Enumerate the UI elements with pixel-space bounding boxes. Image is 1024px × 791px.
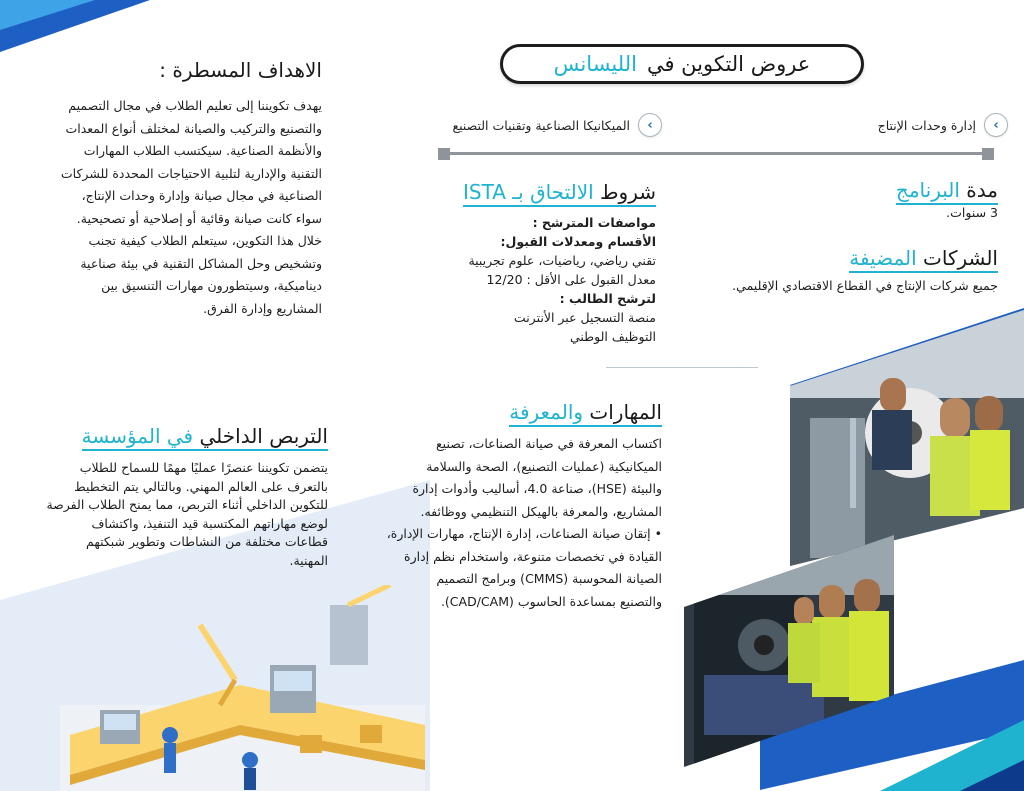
internship-heading — [82, 424, 328, 451]
objectives-line: والأنظمة الصناعية. سيكتسب الطلاب المهارات — [83, 143, 322, 158]
title-main: عروض التكوين في — [646, 52, 811, 76]
section-divider — [606, 367, 758, 368]
title-accent: الليسانس — [553, 52, 637, 76]
skills-section — [362, 400, 662, 613]
objectives-section — [10, 58, 322, 320]
skills-line: والبيئة (HSE)، صناعة 4.0، أساليب وأدوات إدارة — [412, 481, 662, 496]
objectives-line: خلال هذا التكوين، سيتعلم الطلاب كيفية تجنب — [88, 233, 322, 248]
skills-heading-accent: والمعرفة — [509, 400, 584, 424]
workshop-photo-machine — [684, 535, 894, 767]
program-item-production[interactable] — [878, 113, 1008, 137]
objectives-line: المشاريع وإدارة الفرق. — [203, 300, 322, 316]
sections-value: تقني رياضي، رياضيات، علوم تجريبية — [468, 253, 656, 268]
internship-line: قطاعات مختلفة من النشاطات وتطوير شبكتهم — [86, 534, 328, 549]
skills-line: والتصنيع بمساعدة الحاسوب (CAD/CAM). — [440, 593, 662, 609]
skills-line: المشاريع، والمعرفة بالهيكل التنظيمي ووظائفه. — [420, 503, 662, 519]
conditions-heading-accent: الالتحاق بـ ISTA — [462, 180, 594, 204]
internship-section — [10, 424, 328, 570]
objectives-line: يهدف تكويننا إلى تعليم الطلاب في مجال التصميم — [68, 98, 322, 113]
internship-line: للتكوين الداخلي أثناء التربص، مما يمنح الطلاب الفرصة — [46, 497, 328, 512]
internship-line: لوضع مهاراتهم المكتسبة قيد التنفيذ، واكتشاف — [91, 515, 328, 531]
internship-line: المهنية. — [289, 552, 328, 568]
apply-value-national: التوظيف الوطني — [569, 329, 656, 344]
program-label: إدارة وحدات الإنتاج — [877, 117, 976, 133]
objectives-heading: الاهداف المسطرة : — [159, 58, 322, 82]
companies-heading — [849, 246, 998, 273]
chevron-right-icon[interactable]: › — [984, 113, 1008, 137]
program-label: الميكانيكا الصناعية وتقنيات التصنيع — [452, 117, 630, 133]
skills-heading — [509, 400, 662, 427]
objectives-line: والتصنيع والتركيب والصيانة لمختلف أنواع المعدات — [65, 120, 322, 136]
conditions-heading-main: شروط — [600, 180, 656, 204]
skills-line: الصيانة المحوسبة (CMMS) وبرامج التصميم — [436, 571, 662, 586]
duration-heading-accent: البرنامج — [895, 178, 960, 202]
internship-heading-main: التربص الداخلي — [199, 424, 328, 448]
track-end-right — [982, 148, 994, 160]
program-track-line — [440, 152, 990, 155]
duration-heading — [896, 178, 998, 205]
profile-label: مواصفات المترشح : — [532, 215, 656, 230]
skills-line: القيادة في تخصصات متنوعة، واستخدام نظم إدارة — [404, 548, 662, 564]
program-item-mechanics[interactable] — [452, 113, 662, 137]
chevron-right-icon[interactable]: › — [638, 113, 662, 137]
duration-section — [896, 178, 998, 221]
companies-text: جميع شركات الإنتاج في القطاع الاقتصادي الإقليمي. — [732, 278, 998, 293]
sections-label: الأقسام ومعدلات القبول: — [500, 234, 656, 249]
internship-line: بالتعرف على العالم المهني. وبالتالي يتم التخطيط — [74, 478, 328, 494]
companies-heading-accent: المضيفة — [849, 246, 917, 270]
objectives-line: وتشخيص وحل المشاكل التقنية في بيئة صناعية — [80, 255, 322, 271]
factory-illustration — [60, 585, 425, 791]
objectives-line: ديناميكية، وسيتطورون مهارات التنسيق بين — [101, 278, 322, 293]
internship-line: يتضمن تكويننا عنصرًا عمليًا مهمًا للسماح للطلاب — [79, 460, 328, 475]
track-end-left — [438, 148, 450, 160]
skills-line: الميكانيكية (عمليات التصنيع)، الصحة والسلامة — [426, 458, 662, 474]
conditions-heading — [463, 180, 656, 207]
rate-value: معدل القبول على الأقل : 12/20 — [486, 272, 656, 287]
apply-value-platform: منصة التسجيل عبر الأنترنت — [513, 310, 656, 325]
companies-heading-main: الشركات — [923, 246, 998, 270]
apply-label: لترشح الطالب : — [559, 291, 656, 306]
workshop-photo-students — [790, 308, 1024, 566]
objectives-line: الصناعية في مجال صيانة وإدارة وحدات الإنتاج، — [81, 188, 322, 203]
internship-heading-accent: في المؤسسة — [81, 424, 194, 448]
duration-heading-main: مدة — [966, 178, 998, 202]
skills-heading-main: المهارات — [589, 400, 662, 424]
conditions-section — [426, 180, 656, 346]
objectives-line: التقنية والإدارية لتلبية الاحتياجات المحددة للشركات — [60, 165, 322, 181]
corner-decoration-top-left — [0, 0, 150, 60]
page-title — [500, 44, 864, 84]
skills-line: اكتساب المعرفة في صيانة الصناعات، تصنيع — [436, 436, 662, 451]
skills-line: • إتقان صيانة الصناعات، إدارة الإنتاج، مهارات الإدارة، — [386, 526, 662, 541]
objectives-line: سواء كانت صيانة وقائية أو إصلاحية أو تصحيحية. — [76, 210, 322, 226]
companies-section — [678, 246, 998, 295]
duration-value: 3 سنوات. — [946, 205, 998, 220]
